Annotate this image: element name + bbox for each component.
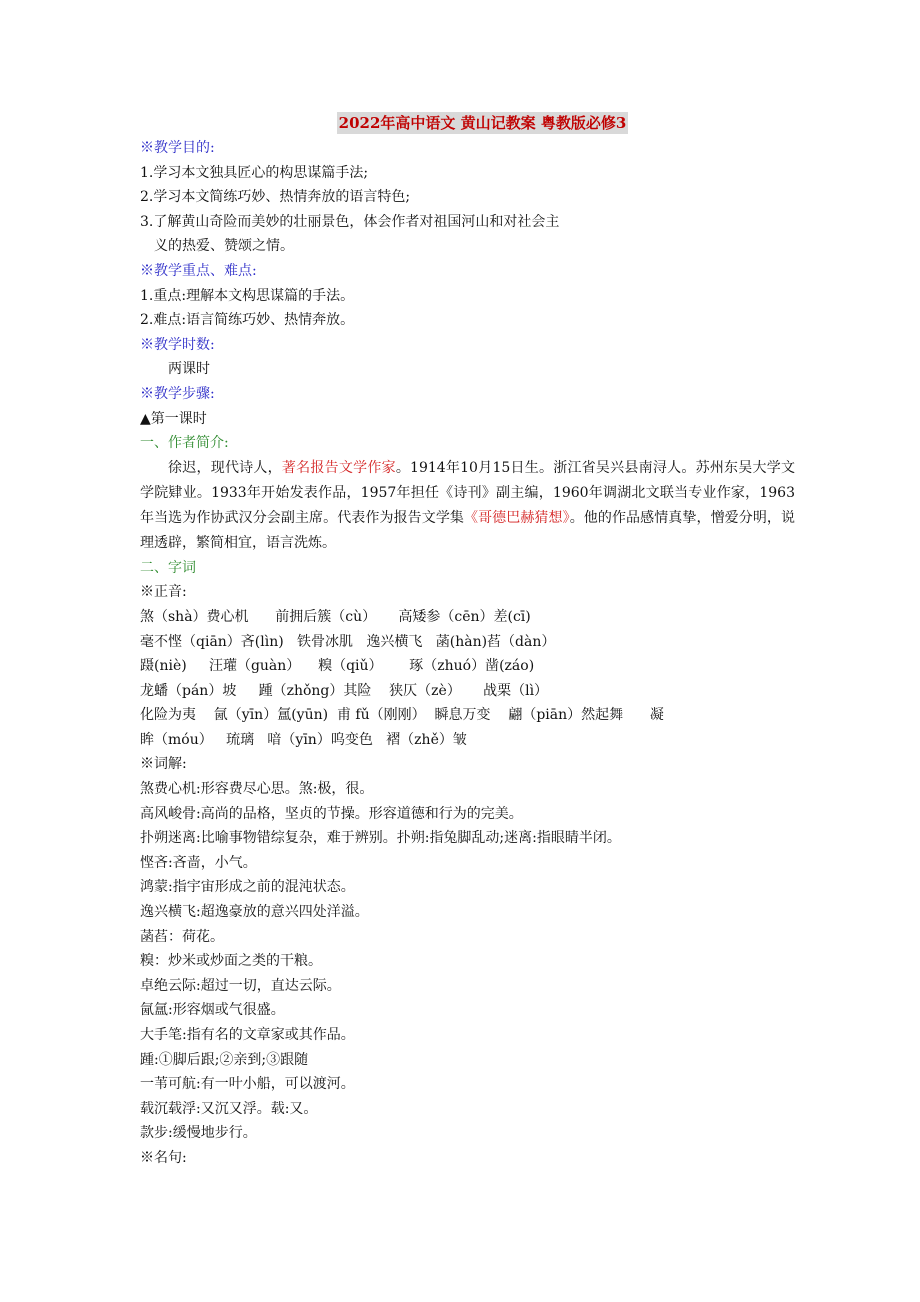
definition-item: 大手笔:指有名的文章家或其作品。 xyxy=(140,1027,355,1043)
definition-item: 逸兴横飞:超逸豪放的意兴四处洋溢。 xyxy=(140,904,369,921)
objective-item: 3.了解黄山奇险而美妙的壮丽景色，体会作者对祖国河山和对社会主 xyxy=(140,213,560,230)
quotes-heading: ※名句: xyxy=(140,1149,187,1166)
hours-value: 两课时 xyxy=(168,361,210,378)
definition-item: 菡萏：荷花。 xyxy=(140,928,224,945)
author-highlight: 著名报告文学作家 xyxy=(281,459,396,476)
definition-item: 扑朔迷离:比喻事物错综复杂，难于辨别。扑朔:指兔脚乱动;迷离:指眼睛半闭。 xyxy=(140,830,621,847)
pronunciation-line: 煞（shà）费心机 前拥后簇（cù） 高矮参（cēn）差(cī) xyxy=(140,608,531,625)
author-paragraph xyxy=(140,456,795,556)
definitions-heading-text: ※词解: xyxy=(140,756,187,773)
objective-item: 2.学习本文简练巧妙、热情奔放的语言特色; xyxy=(140,189,411,206)
author-text-2: 。1914年10月15日生。浙江省吴兴县南浔人。苏州东吴大学文学院肄业。1933年开始发表作品，1957年担任《诗刊》副主编，1960年调湖北文联当专业作家，1963年当选为作协武汉分会副主席。代表作为报告文学集 xyxy=(140,459,796,526)
definitions-heading xyxy=(140,752,795,777)
author-work-highlight: 《哥德巴赫猜想》 xyxy=(464,509,570,526)
pronunciation-line: 眸（móu） 琉璃 喑（yīn）呜变色 褶（zhě）皱 xyxy=(140,731,467,748)
pronunciation-line: 化险为夷 氤（yīn）氲(yūn) 甫 fǔ（刚刚） 瞬息万变 翩（piān）然起舞 凝 xyxy=(140,707,664,724)
author-heading: 一、作者简介: xyxy=(140,435,229,452)
author-text-1: 徐迟，现代诗人， xyxy=(168,459,282,476)
pronunciation-heading-text: ※正音: xyxy=(140,584,187,601)
hours-heading: ※教学时数: xyxy=(140,336,215,353)
definition-item: 高风峻骨:高尚的品格，坚贞的节操。形容道德和行为的完美。 xyxy=(140,805,523,822)
document-title: 2022年高中语文 黄山记教案 粤教版必修3 xyxy=(338,114,627,132)
definition-item: 一苇可航:有一叶小船，可以渡河。 xyxy=(140,1076,355,1093)
objectives-heading: ※教学目的: xyxy=(140,140,215,156)
definition-item: 糗：炒米或炒面之类的干粮。 xyxy=(140,953,322,970)
focus-item: 1.重点:理解本文构思谋篇的手法。 xyxy=(140,287,355,304)
pronunciation-heading xyxy=(140,580,795,605)
document-page xyxy=(140,112,795,1171)
pronunciation-line: 毫不悭（qiān）吝(lìn) 铁骨冰肌 逸兴横飞 菡(hàn)萏（dàn） xyxy=(140,633,556,650)
objective-item: 1.学习本文独具匠心的构思谋篇手法; xyxy=(140,164,369,181)
objective-continuation: 义的热爱、赞颂之情。 xyxy=(154,238,294,255)
definition-item: 鸿蒙:指宇宙形成之前的混沌状态。 xyxy=(140,879,355,896)
definition-item: 卓绝云际:超过一切，直达云际。 xyxy=(140,977,341,994)
steps-heading: ※教学步骤: xyxy=(140,385,215,402)
definition-item: 款步:缓慢地步行。 xyxy=(140,1125,257,1142)
author-text-3: 。他的作品感情真挚，憎爱分明，说理透辟，繁简相宜，语言洗炼。 xyxy=(140,509,796,551)
definition-item: 氤氲:形容烟或气很盛。 xyxy=(140,1002,285,1019)
title-row xyxy=(170,112,795,134)
pronunciation-line: 蹑(niè) 汪瓘（guàn） 糗（qiǔ） 琢（zhuó）凿(záo) xyxy=(140,658,535,675)
definition-item: 煞费心机:形容费尽心思。煞:极，很。 xyxy=(140,781,374,798)
definition-item: 悭吝:吝啬，小气。 xyxy=(140,854,257,871)
lesson-label: ▲第一课时 xyxy=(140,410,207,427)
definition-item: 载沉载浮:又沉又浮。载:又。 xyxy=(140,1100,318,1117)
focus-item: 2.难点:语言简练巧妙、热情奔放。 xyxy=(140,312,355,329)
words-heading: 二、字词 xyxy=(140,559,196,576)
definition-item: 踵:①脚后跟;②亲到;③跟随 xyxy=(140,1051,309,1068)
pronunciation-line: 龙蟠（pán）坡 踵（zhǒng）其险 狭仄（zè） 战栗（lì） xyxy=(140,682,549,699)
focus-heading: ※教学重点、难点: xyxy=(140,262,257,279)
